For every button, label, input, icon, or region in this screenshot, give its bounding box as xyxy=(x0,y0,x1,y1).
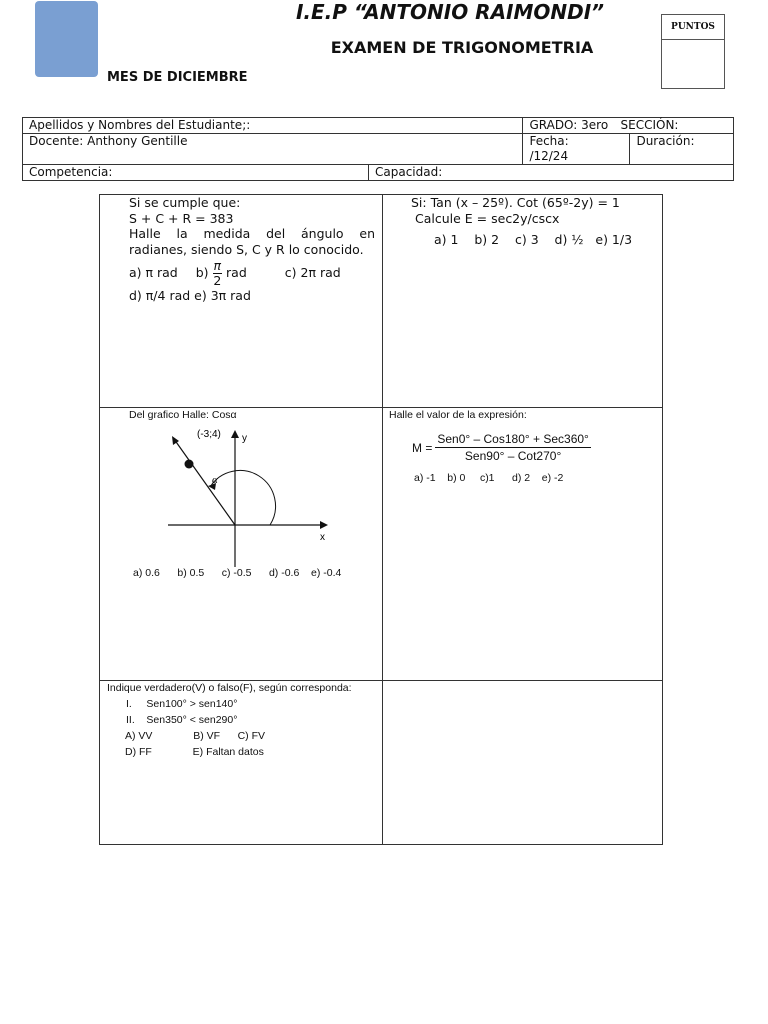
q2-line-1: Si: Tan (x – 25º). Cot (65º-2y) = 1 xyxy=(411,195,620,210)
q4-numerator: Sen0° – Cos180° + Sec360° xyxy=(437,432,589,446)
q2-options: a) 1 b) 2 c) 3 d) ½ e) 1/3 xyxy=(434,232,633,247)
q3-options: a) 0.6 b) 0.5 c) -0.5 d) -0.6 e) -0.4 xyxy=(133,567,342,579)
capacidad-cell: Capacidad: xyxy=(369,165,734,181)
fecha-label: Fecha: xyxy=(529,134,569,148)
q4-expression xyxy=(412,431,591,464)
competencia-cell: Competencia: xyxy=(23,165,369,181)
q2-line-2: Calcule E = sec2y/cscx xyxy=(415,210,560,226)
q4-denominator: Sen90° – Cot270° xyxy=(464,449,562,463)
q5-title: Indique verdadero(V) o falso(F), según corresponda: xyxy=(107,682,352,694)
q1-fraction-num: π xyxy=(213,258,222,273)
q3-x-arrow xyxy=(320,521,328,529)
q3-terminal-ray xyxy=(174,439,235,525)
fecha-value: /12/24 xyxy=(529,149,569,163)
q1-line-2: S + C + R = 383 xyxy=(129,210,234,226)
q5-options-row-1: A) VV B) VF C) FV xyxy=(125,730,266,742)
exam-title: EXAMEN DE TRIGONOMETRIA xyxy=(330,38,594,57)
q3-y-label: y xyxy=(242,433,247,444)
q3-point-label: (-3;4) xyxy=(197,429,221,440)
q3-y-arrow xyxy=(231,430,239,438)
grado-seccion-cell xyxy=(523,118,734,134)
q1-options-row-1 xyxy=(129,259,375,288)
exam-month: MES DE DICIEMBRE xyxy=(107,70,248,85)
q1-fraction xyxy=(213,259,223,288)
puntos-label: PUNTOS xyxy=(662,15,724,40)
q3-graph xyxy=(160,427,332,567)
q1-option-b-suffix: rad xyxy=(226,265,247,280)
q4-fraction xyxy=(435,431,591,464)
duracion-cell: Duración: xyxy=(630,134,734,165)
question-5 xyxy=(107,680,379,760)
questions-grid xyxy=(99,194,663,845)
puntos-box xyxy=(661,14,725,89)
question-4-title: Halle el valor de la expresión: xyxy=(389,409,527,421)
q5-options-row-2: D) FF E) Faltan datos xyxy=(125,746,264,758)
seccion-label: SECCIÓN: xyxy=(620,118,679,132)
q5-statement-i: I. Sen100° > sen140° xyxy=(126,698,238,710)
q3-angle-arc xyxy=(210,470,276,525)
school-logo xyxy=(35,1,98,77)
student-name-cell: Apellidos y Nombres del Estudiante;: xyxy=(23,118,523,134)
grid-divider-vertical xyxy=(382,195,383,844)
student-info-table xyxy=(22,117,734,181)
question-2 xyxy=(411,195,661,248)
school-name: I.E.P “ANTONIO RAIMONDI” xyxy=(295,0,605,24)
q1-option-c: c) 2π rad xyxy=(284,265,341,280)
q4-m-label: M = xyxy=(412,440,433,455)
fecha-cell xyxy=(523,134,630,165)
q1-line-3: Halle la medida del ángulo en xyxy=(129,226,375,241)
docente-cell: Docente: Anthony Gentille xyxy=(23,134,523,165)
question-1 xyxy=(129,195,375,304)
q1-option-b-prefix: b) xyxy=(195,265,209,280)
q1-options-row-2: d) π/4 rad e) 3π rad xyxy=(129,288,251,303)
q3-alpha-label: α xyxy=(212,474,218,486)
q1-fraction-den: 2 xyxy=(213,273,222,288)
q1-line-1: Si se cumple que: xyxy=(129,195,241,210)
q1-option-a: a) π rad xyxy=(129,265,178,280)
grado-label: GRADO: 3ero xyxy=(529,118,609,132)
q4-options: a) -1 b) 0 c)1 d) 2 e) -2 xyxy=(414,472,564,484)
question-3-title: Del grafico Halle: Cosα xyxy=(129,409,237,421)
q5-statement-ii: II. Sen350° < sen290° xyxy=(126,714,238,726)
q3-point xyxy=(185,460,194,469)
q3-x-label: x xyxy=(320,532,325,543)
q1-line-4: radianes, siendo S, C y R lo conocido. xyxy=(129,241,364,257)
